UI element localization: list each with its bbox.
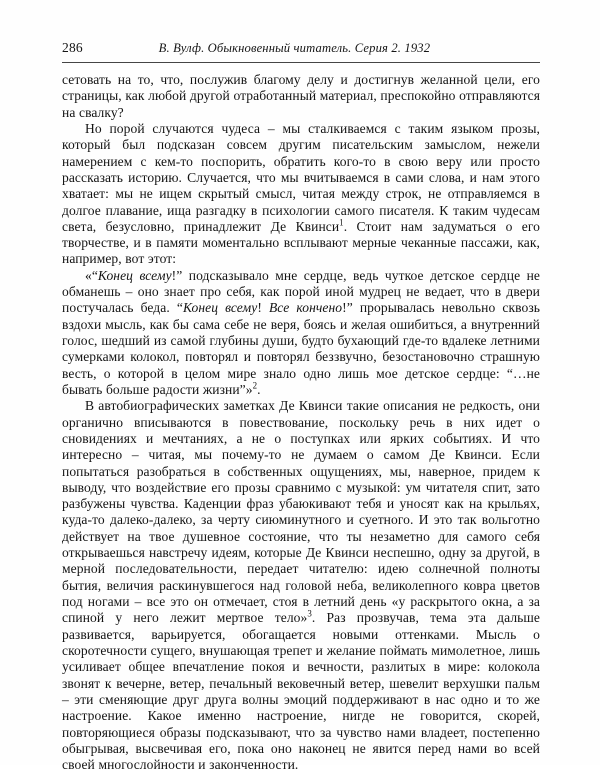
paragraph-2: [62, 121, 540, 268]
paragraph-4-text-after: . Раз прозвучав, тема эта дальше развивается, варьируется, обогащается новыми оттенками. Мысль о скоротечности сущего, внушающая трепет и желание поймать мимолетное, лишь усиливает общее впечатление покоя и вечности, разлитых в мире: колокола звонят к вечерне, ветер, печальный вековечный ветер, шевелит верхушки пальм – эти сменяющие друг друга волны эмоций поддерживают в нас одно и то же настроение. Какое именно настроение, нигде не говорится, скорей, повторяющиеся образы подсказывают, что за чувство нами владеет, постепенно обыгрывая, высвечивая его, пока оно наконец не явится перед нами во всей своей многослойности и законченности.: [62, 610, 540, 773]
footnote-marker-2: 2: [252, 380, 258, 391]
body-text: [62, 72, 540, 773]
quote-italic-3: Все кончено: [268, 300, 343, 316]
running-head-title: В. Вулф. Обыкновенный читатель. Серия 2. 1932: [158, 41, 431, 55]
footnote-marker-1: 1: [339, 217, 344, 228]
paragraph-4: [62, 398, 540, 773]
paragraph-2-part-2: . Стоит нам задуматься о его творчестве, и в памяти моментально всплывают мерные чеканные пассажи, как, например, вот этот:: [62, 218, 540, 267]
paragraph-3-part-3: !: [257, 300, 269, 316]
footnote-marker-3: 3: [307, 608, 312, 619]
paragraph-3-part-2: !” подсказывало мне сердце, ведь чуткое детское сердце не обманешь – оно знает про себя, как порой иной мудрец не ведает, что в двери постучалась беда. “: [62, 267, 540, 316]
paragraph-4-text: В автобиографических заметках Де Квинси такие описания не редкость, они органично вписываются в повествование, поскольку речь в них идет о сновидениях и мечтаниях, а не о поступках или ярких событиях. И что интересно – читая, мы почему-то не думаем о самом Де Квинси. Если попытаться разобраться в собственных ощущениях, мы, наверное, придем к выводу, что воздействие его прозы сравнимо с музыкой: ум читателя спит, зато разбужены чувства. Каденции фраз убаюкивают тебя и уносят как на крыльях, куда-то далеко-далеко, за черту сиюминутного и суетного. И это так вольготно действует на твое душевное состояние, что ты незаметно для самого себя открываешься навстречу идеям, которые Де Квинси неспешно, одну за другой, в мерной последовательности, передает читателю: идею солнечной полноты бытия, величия раскинувшегося над головой неба, великолепного ковра цветов под ногами – все это он отмечает, стоя в летний день «у раскрытого окна, а за спиной у него лежит мертвое тело»: [62, 398, 540, 626]
header-rule: [62, 62, 540, 63]
quote-italic-2: Конец всему: [182, 300, 258, 316]
paragraph-3-part-5: .: [257, 381, 261, 397]
paragraph-continuation: [62, 72, 540, 121]
quote-italic-1: Конец всему: [97, 267, 172, 283]
page-number: 286: [62, 40, 83, 55]
running-head: [62, 40, 540, 60]
paragraph-2-part-1: Но порой случаются чудеса – мы сталкиваемся с таким языком прозы, который был подсказан совсем другим писательским замыслом, нежели намерением с кем-то поспорить, обратить кого-то в свою веру или просто рассказать историю. Случается, что мы вчитываемся в сами слова, и нам этого хватает: мы не ищем скрытый смысл, читая между строк, не отправляемся в долгое плавание, ища разгадку в психологии самого писателя. К таким чудесам света, безусловно, принадлежит Де Квинси: [62, 120, 540, 234]
quote-open: «“: [85, 267, 98, 283]
paragraph-1-text: сетовать на то, что, послужив благому делу и достигнув желанной цели, его страницы, как любой другой отработанный материал, преспокойно отправляются на свалку?: [62, 72, 540, 120]
paragraph-3-quotation: [62, 268, 540, 399]
paragraph-3-part-4: !” прорывалась невольно сквозь вздохи мысль, как бы сама себе не веря, боясь и желая ошибиться, а внутренний голос, шедший из самой глубины души, будто бухающий где-то вдалеке летними сумерками колокол, повторял и повторял беззвучно, безостановочно страшную весть, о которой в целом мире знало одно лишь мое детское сердце: “…не бывать больше радости жизни”»: [62, 300, 540, 397]
